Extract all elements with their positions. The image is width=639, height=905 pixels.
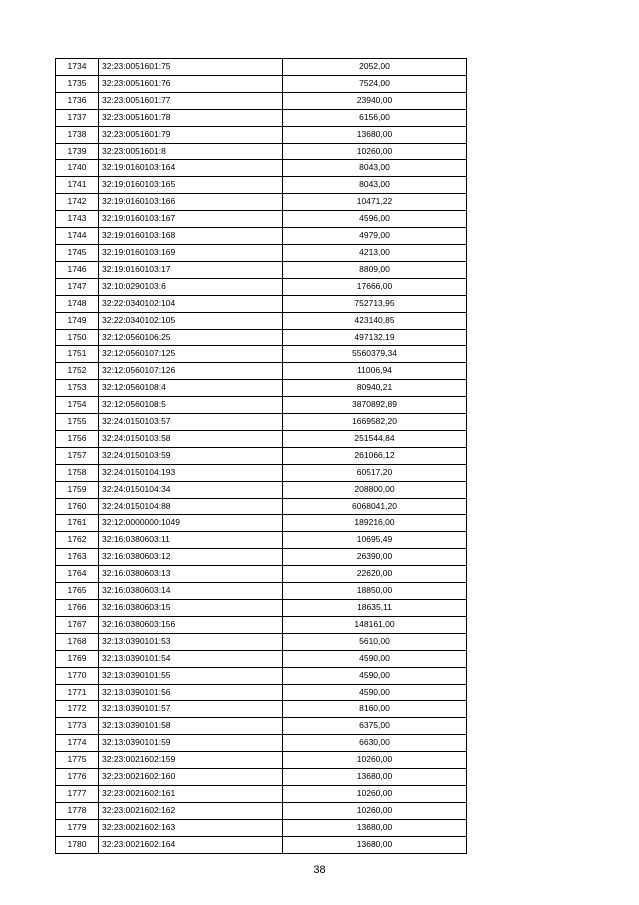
cadastral-value-cell: 251544,84 (283, 430, 467, 447)
row-number-cell: 1780 (56, 836, 99, 853)
table-row (56, 346, 467, 363)
row-number-cell: 1734 (56, 59, 99, 76)
cadastral-value-cell: 208800,00 (283, 481, 467, 498)
table-row (56, 802, 467, 819)
row-number-cell: 1766 (56, 600, 99, 617)
cadastral-value-cell: 18850,00 (283, 583, 467, 600)
row-number-cell: 1754 (56, 397, 99, 414)
table-row (56, 312, 467, 329)
cadastral-value-cell: 7524,00 (283, 75, 467, 92)
table-row (56, 160, 467, 177)
cadastral-number-cell: 32:24:0150104:88 (99, 498, 283, 515)
cadastral-number-cell: 32:19:0160103:169 (99, 244, 283, 261)
cadastral-number-cell: 32:19:0160103:167 (99, 211, 283, 228)
row-number-cell: 1741 (56, 177, 99, 194)
cadastral-value-cell: 10260,00 (283, 143, 467, 160)
cadastral-value-cell: 17666,00 (283, 278, 467, 295)
cadastral-number-cell: 32:13:0390101:59 (99, 735, 283, 752)
table-row (56, 464, 467, 481)
cadastral-value-cell: 2052,00 (283, 59, 467, 76)
cadastral-value-cell: 5610,00 (283, 633, 467, 650)
row-number-cell: 1740 (56, 160, 99, 177)
table-row (56, 785, 467, 802)
row-number-cell: 1763 (56, 549, 99, 566)
page-number: 38 (313, 864, 326, 876)
row-number-cell: 1750 (56, 329, 99, 346)
cadastral-value-cell: 4213,00 (283, 244, 467, 261)
cadastral-value-cell: 13680,00 (283, 126, 467, 143)
cadastral-value-cell: 8043,00 (283, 160, 467, 177)
cadastral-number-cell: 32:16:0380603:13 (99, 566, 283, 583)
table-row (56, 566, 467, 583)
cadastral-value-cell: 8809,00 (283, 261, 467, 278)
table-row (56, 684, 467, 701)
cadastral-number-cell: 32:13:0390101:55 (99, 667, 283, 684)
cadastral-value-cell: 6156,00 (283, 109, 467, 126)
row-number-cell: 1762 (56, 532, 99, 549)
cadastral-value-cell: 10695,49 (283, 532, 467, 549)
cadastral-value-cell: 10260,00 (283, 802, 467, 819)
cadastral-number-cell: 32:12:0560108:5 (99, 397, 283, 414)
cadastral-number-cell: 32:12:0560107:126 (99, 363, 283, 380)
cadastral-value-cell: 189216,00 (283, 515, 467, 532)
table-row (56, 194, 467, 211)
table-row (56, 701, 467, 718)
table-row (56, 380, 467, 397)
cadastral-number-cell: 32:24:0150104:193 (99, 464, 283, 481)
cadastral-value-table (55, 58, 467, 854)
row-number-cell: 1749 (56, 312, 99, 329)
table-row (56, 414, 467, 431)
table-row (56, 92, 467, 109)
row-number-cell: 1775 (56, 752, 99, 769)
row-number-cell: 1752 (56, 363, 99, 380)
cadastral-value-cell: 13680,00 (283, 819, 467, 836)
cadastral-number-cell: 32:12:0560106:25 (99, 329, 283, 346)
cadastral-value-cell: 4590,00 (283, 650, 467, 667)
cadastral-number-cell: 32:12:0560108:4 (99, 380, 283, 397)
cadastral-number-cell: 32:23:0051601:77 (99, 92, 283, 109)
cadastral-value-cell: 4596,00 (283, 211, 467, 228)
cadastral-value-cell: 80940,21 (283, 380, 467, 397)
row-number-cell: 1757 (56, 447, 99, 464)
row-number-cell: 1747 (56, 278, 99, 295)
cadastral-number-cell: 32:24:0150103:59 (99, 447, 283, 464)
cadastral-number-cell: 32:19:0160103:165 (99, 177, 283, 194)
cadastral-value-cell: 5560379,34 (283, 346, 467, 363)
table-row (56, 633, 467, 650)
row-number-cell: 1736 (56, 92, 99, 109)
row-number-cell: 1738 (56, 126, 99, 143)
cadastral-number-cell: 32:24:0150104:34 (99, 481, 283, 498)
row-number-cell: 1755 (56, 414, 99, 431)
cadastral-number-cell: 32:19:0160103:168 (99, 228, 283, 245)
cadastral-number-cell: 32:23:0021602:160 (99, 769, 283, 786)
cadastral-number-cell: 32:16:0380603:15 (99, 600, 283, 617)
cadastral-number-cell: 32:23:0051601:75 (99, 59, 283, 76)
table-row (56, 211, 467, 228)
table-row (56, 836, 467, 853)
table-row (56, 600, 467, 617)
table-row (56, 616, 467, 633)
cadastral-number-cell: 32:16:0380603:156 (99, 616, 283, 633)
row-number-cell: 1758 (56, 464, 99, 481)
row-number-cell: 1753 (56, 380, 99, 397)
cadastral-value-cell: 8160,00 (283, 701, 467, 718)
cadastral-number-cell: 32:22:0340102:105 (99, 312, 283, 329)
row-number-cell: 1745 (56, 244, 99, 261)
cadastral-number-cell: 32:16:0380603:12 (99, 549, 283, 566)
table-row (56, 769, 467, 786)
cadastral-number-cell: 32:13:0390101:56 (99, 684, 283, 701)
cadastral-number-cell: 32:13:0390101:57 (99, 701, 283, 718)
row-number-cell: 1742 (56, 194, 99, 211)
cadastral-number-cell: 32:13:0390101:53 (99, 633, 283, 650)
table-row (56, 549, 467, 566)
cadastral-number-cell: 32:16:0380603:11 (99, 532, 283, 549)
cadastral-value-cell: 13680,00 (283, 836, 467, 853)
table-row (56, 583, 467, 600)
row-number-cell: 1737 (56, 109, 99, 126)
row-number-cell: 1767 (56, 616, 99, 633)
row-number-cell: 1764 (56, 566, 99, 583)
cadastral-number-cell: 32:23:0021602:161 (99, 785, 283, 802)
row-number-cell: 1760 (56, 498, 99, 515)
cadastral-number-cell: 32:24:0150103:57 (99, 414, 283, 431)
row-number-cell: 1759 (56, 481, 99, 498)
cadastral-number-cell: 32:16:0380603:14 (99, 583, 283, 600)
table-row (56, 278, 467, 295)
table-row (56, 667, 467, 684)
table-row (56, 650, 467, 667)
row-number-cell: 1769 (56, 650, 99, 667)
cadastral-value-cell: 8043,00 (283, 177, 467, 194)
cadastral-number-cell: 32:23:0051601:76 (99, 75, 283, 92)
row-number-cell: 1774 (56, 735, 99, 752)
cadastral-value-cell: 3870892,89 (283, 397, 467, 414)
cadastral-value-cell: 4979,00 (283, 228, 467, 245)
table-row (56, 430, 467, 447)
cadastral-value-cell: 22620,00 (283, 566, 467, 583)
row-number-cell: 1768 (56, 633, 99, 650)
table-row (56, 244, 467, 261)
cadastral-number-cell: 32:12:0000000:1049 (99, 515, 283, 532)
row-number-cell: 1765 (56, 583, 99, 600)
cadastral-value-cell: 148161,00 (283, 616, 467, 633)
cadastral-value-cell: 10260,00 (283, 785, 467, 802)
row-number-cell: 1746 (56, 261, 99, 278)
cadastral-value-cell: 423140,85 (283, 312, 467, 329)
table-row (56, 718, 467, 735)
table-row (56, 261, 467, 278)
table-row (56, 109, 467, 126)
cadastral-number-cell: 32:22:0340102:104 (99, 295, 283, 312)
table-row (56, 532, 467, 549)
row-number-cell: 1770 (56, 667, 99, 684)
table-row (56, 126, 467, 143)
cadastral-value-cell: 60517,20 (283, 464, 467, 481)
cadastral-number-cell: 32:23:0051601:79 (99, 126, 283, 143)
cadastral-value-cell: 13680,00 (283, 769, 467, 786)
table-body (56, 59, 467, 854)
cadastral-value-cell: 10471,22 (283, 194, 467, 211)
cadastral-value-cell: 4590,00 (283, 684, 467, 701)
row-number-cell: 1743 (56, 211, 99, 228)
cadastral-value-cell: 18635,11 (283, 600, 467, 617)
row-number-cell: 1756 (56, 430, 99, 447)
cadastral-value-cell: 6375,00 (283, 718, 467, 735)
row-number-cell: 1748 (56, 295, 99, 312)
cadastral-number-cell: 32:23:0051601:8 (99, 143, 283, 160)
cadastral-value-cell: 6630,00 (283, 735, 467, 752)
cadastral-value-cell: 26390,00 (283, 549, 467, 566)
cadastral-value-cell: 261066,12 (283, 447, 467, 464)
cadastral-value-cell: 23940,00 (283, 92, 467, 109)
row-number-cell: 1778 (56, 802, 99, 819)
row-number-cell: 1776 (56, 769, 99, 786)
table-row (56, 75, 467, 92)
cadastral-number-cell: 32:23:0021602:159 (99, 752, 283, 769)
row-number-cell: 1744 (56, 228, 99, 245)
table-row (56, 481, 467, 498)
cadastral-value-cell: 497132,19 (283, 329, 467, 346)
table-row (56, 819, 467, 836)
cadastral-number-cell: 32:19:0160103:166 (99, 194, 283, 211)
cadastral-number-cell: 32:12:0560107:125 (99, 346, 283, 363)
table-row (56, 228, 467, 245)
cadastral-number-cell: 32:24:0150103:58 (99, 430, 283, 447)
cadastral-number-cell: 32:13:0390101:58 (99, 718, 283, 735)
cadastral-value-cell: 1669582,20 (283, 414, 467, 431)
row-number-cell: 1771 (56, 684, 99, 701)
cadastral-number-cell: 32:23:0021602:163 (99, 819, 283, 836)
table-row (56, 329, 467, 346)
row-number-cell: 1761 (56, 515, 99, 532)
table-row (56, 295, 467, 312)
table-row (56, 397, 467, 414)
table-row (56, 177, 467, 194)
cadastral-number-cell: 32:23:0051601:78 (99, 109, 283, 126)
table-row (56, 143, 467, 160)
cadastral-number-cell: 32:23:0021602:164 (99, 836, 283, 853)
cadastral-number-cell: 32:10:0290103:6 (99, 278, 283, 295)
row-number-cell: 1735 (56, 75, 99, 92)
table-row (56, 735, 467, 752)
row-number-cell: 1777 (56, 785, 99, 802)
cadastral-value-cell: 10260,00 (283, 752, 467, 769)
table-row (56, 363, 467, 380)
row-number-cell: 1773 (56, 718, 99, 735)
cadastral-number-cell: 32:23:0021602:162 (99, 802, 283, 819)
cadastral-number-cell: 32:13:0390101:54 (99, 650, 283, 667)
row-number-cell: 1779 (56, 819, 99, 836)
table-row (56, 447, 467, 464)
cadastral-value-cell: 752713,95 (283, 295, 467, 312)
row-number-cell: 1772 (56, 701, 99, 718)
cadastral-value-cell: 11006,94 (283, 363, 467, 380)
cadastral-number-cell: 32:19:0160103:164 (99, 160, 283, 177)
cadastral-value-cell: 6068041,20 (283, 498, 467, 515)
table-row (56, 59, 467, 76)
table-row (56, 515, 467, 532)
row-number-cell: 1739 (56, 143, 99, 160)
cadastral-number-cell: 32:19:0160103:17 (99, 261, 283, 278)
table-row (56, 498, 467, 515)
table-row (56, 752, 467, 769)
row-number-cell: 1751 (56, 346, 99, 363)
cadastral-value-cell: 4590,00 (283, 667, 467, 684)
